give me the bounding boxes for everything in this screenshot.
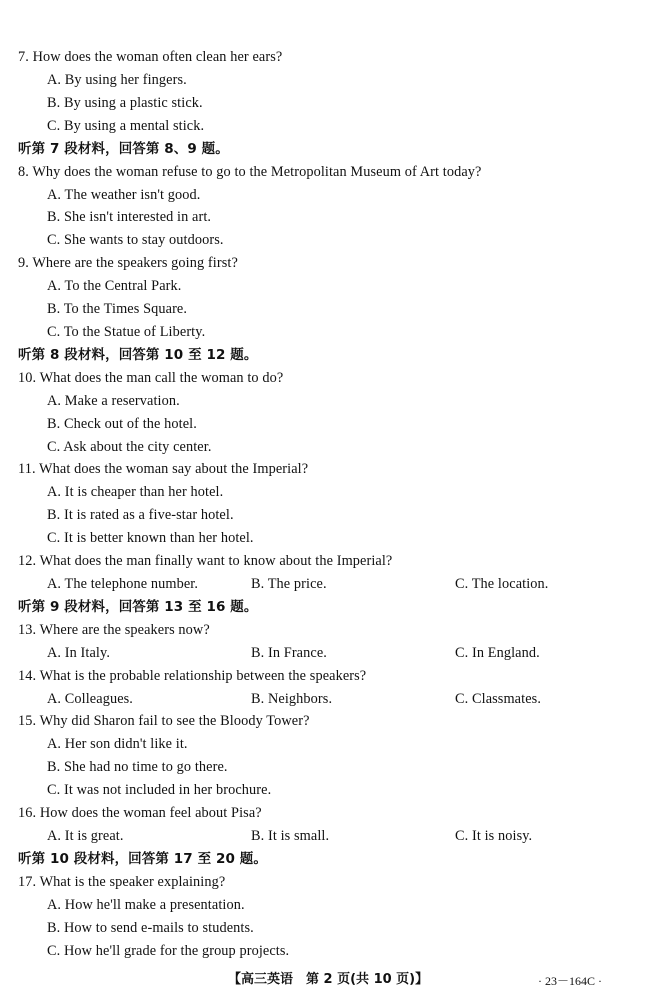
section-heading-7: 听第 7 段材料，回答第 8、9 题。 bbox=[18, 141, 229, 157]
option-17c: C. How he'll grade for the group projects. bbox=[47, 943, 290, 959]
option-8b: B. She isn't interested in art. bbox=[47, 209, 212, 225]
option-13a: A. In Italy. bbox=[47, 645, 111, 661]
option-8c: C. She wants to stay outdoors. bbox=[47, 232, 224, 248]
option-13c: C. In England. bbox=[455, 645, 540, 661]
question-16: 16. How does the woman feel about Pisa? bbox=[18, 805, 262, 821]
option-15a: A. Her son didn't like it. bbox=[47, 736, 188, 752]
option-14c: C. Classmates. bbox=[455, 691, 541, 707]
question-8: 8. Why does the woman refuse to go to the Metropolitan Museum of Art today? bbox=[18, 164, 482, 180]
question-11: 11. What does the woman say about the Imperial? bbox=[18, 461, 309, 477]
option-7a: A. By using her fingers. bbox=[47, 72, 187, 88]
option-17b: B. How to send e-mails to students. bbox=[47, 920, 254, 936]
question-12: 12. What does the man finally want to know about the Imperial? bbox=[18, 553, 393, 569]
section-heading-10: 听第 10 段材料，回答第 17 至 20 题。 bbox=[18, 851, 267, 867]
question-9: 9. Where are the speakers going first? bbox=[18, 255, 238, 271]
page-footer-code: · 23－164C · bbox=[538, 974, 602, 988]
section-heading-9: 听第 9 段材料，回答第 13 至 16 题。 bbox=[18, 599, 258, 615]
option-15b: B. She had no time to go there. bbox=[47, 759, 228, 775]
page-footer-label: 【高三英语 第 2 页(共 10 页)】 bbox=[228, 972, 429, 987]
question-13: 13. Where are the speakers now? bbox=[18, 622, 210, 638]
option-12a: A. The telephone number. bbox=[47, 576, 199, 592]
option-16c: C. It is noisy. bbox=[455, 828, 533, 844]
option-10c: C. Ask about the city center. bbox=[47, 439, 212, 455]
option-13b: B. In France. bbox=[251, 645, 327, 661]
question-15: 15. Why did Sharon fail to see the Bloody Tower? bbox=[18, 713, 310, 729]
section-heading-8: 听第 8 段材料，回答第 10 至 12 题。 bbox=[18, 347, 258, 363]
option-9a: A. To the Central Park. bbox=[47, 278, 182, 294]
option-8a: A. The weather isn't good. bbox=[47, 187, 201, 203]
option-16a: A. It is great. bbox=[47, 828, 124, 844]
option-10b: B. Check out of the hotel. bbox=[47, 416, 197, 432]
option-14a: A. Colleagues. bbox=[47, 691, 133, 707]
option-12b: B. The price. bbox=[251, 576, 327, 592]
option-7c: C. By using a mental stick. bbox=[47, 118, 205, 134]
question-7: 7. How does the woman often clean her ears? bbox=[18, 49, 283, 65]
option-17a: A. How he'll make a presentation. bbox=[47, 897, 245, 913]
option-9c: C. To the Statue of Liberty. bbox=[47, 324, 206, 340]
question-14: 14. What is the probable relationship between the speakers? bbox=[18, 668, 367, 684]
option-14b: B. Neighbors. bbox=[251, 691, 333, 707]
option-11a: A. It is cheaper than her hotel. bbox=[47, 484, 224, 500]
option-7b: B. By using a plastic stick. bbox=[47, 95, 203, 111]
option-12c: C. The location. bbox=[455, 576, 549, 592]
option-16b: B. It is small. bbox=[251, 828, 330, 844]
question-10: 10. What does the man call the woman to do? bbox=[18, 370, 284, 386]
option-11b: B. It is rated as a five-star hotel. bbox=[47, 507, 234, 523]
option-10a: A. Make a reservation. bbox=[47, 393, 180, 409]
option-9b: B. To the Times Square. bbox=[47, 301, 188, 317]
option-11c: C. It is better known than her hotel. bbox=[47, 530, 254, 546]
question-17: 17. What is the speaker explaining? bbox=[18, 874, 226, 890]
option-15c: C. It was not included in her brochure. bbox=[47, 782, 272, 798]
